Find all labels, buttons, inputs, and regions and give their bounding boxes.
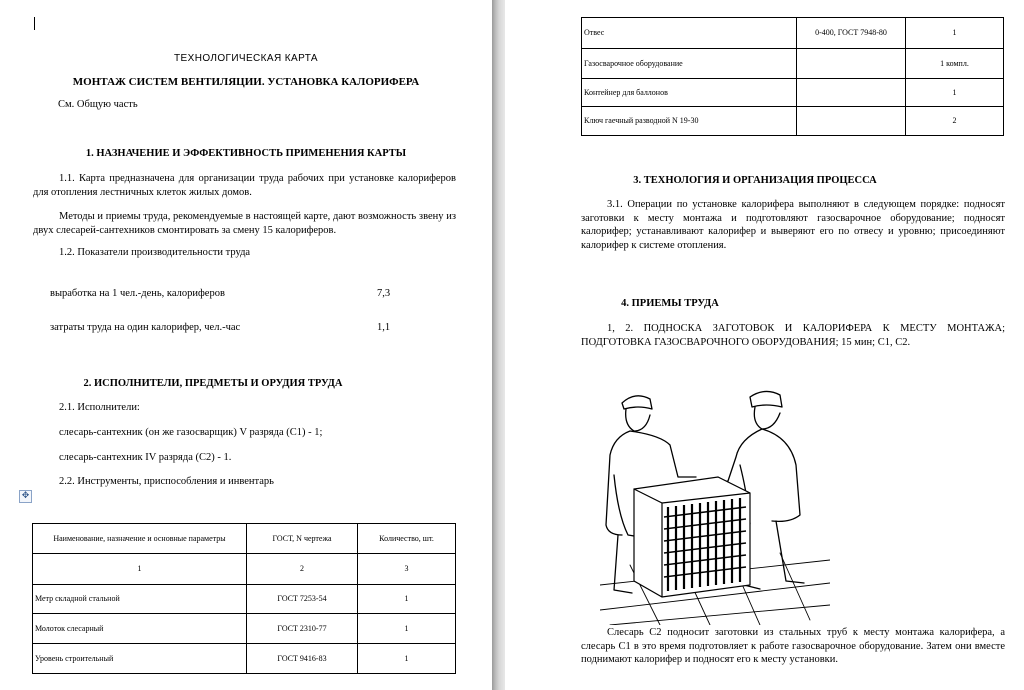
table-cell: 3 [358, 554, 456, 585]
section-4-heading: 4. ПРИЕМЫ ТРУДА [621, 298, 719, 309]
table-cell: 2 [247, 554, 358, 585]
paragraph-2-2: 2.2. Инструменты, приспособления и инвентарь [59, 476, 274, 487]
table-cell: Контейнер для баллонов [582, 79, 797, 107]
table-row [582, 49, 1004, 79]
table-cell [797, 107, 906, 136]
table-row [33, 614, 456, 644]
document-page-left [0, 0, 492, 690]
table-header-cell: Наименование, назначение и основные параметры [33, 524, 247, 554]
metric-labor-value: 1,1 [377, 322, 391, 333]
table-cell: 1 [358, 644, 456, 674]
section-1-heading: 1. НАЗНАЧЕНИЕ И ЭФФЕКТИВНОСТЬ ПРИМЕНЕНИЯ КАРТЫ [85, 148, 407, 159]
table-cell: Газосварочное оборудование [582, 49, 797, 79]
table-numbering-row [33, 554, 456, 585]
paragraph-1-1: 1.1. Карта предназначена для организации труда рабочих при установке калориферов для отопления лестничных клеток жилых домов. [33, 173, 456, 198]
metric-output-label: выработка на 1 чел.-день, калориферов [50, 288, 225, 299]
tools-table-continued [581, 17, 1004, 136]
paragraph-methods: Методы и приемы труда, рекомендуемые в настоящей карте, дают возможность звену из двух слесарей-сантехников смонтировать за смену 15 калориферов. [33, 211, 456, 236]
table-row [33, 644, 456, 674]
document-title: МОНТАЖ СИСТЕМ ВЕНТИЛЯЦИИ. УСТАНОВКА КАЛОРИФЕРА [72, 76, 420, 88]
table-row [582, 18, 1004, 49]
text-cursor [34, 17, 35, 30]
paragraph-2-1: 2.1. Исполнители: [59, 402, 140, 413]
table-row [582, 79, 1004, 107]
paragraph-1-2: 1.2. Показатели производительности труда [59, 247, 251, 258]
metric-labor-label: затраты труда на один калорифер, чел.-час [50, 322, 241, 333]
table-cell: Уровень строительный [33, 644, 247, 674]
metric-output-value: 7,3 [377, 288, 391, 299]
table-cell: ГОСТ 9416-83 [247, 644, 358, 674]
table-row [582, 107, 1004, 136]
page-gutter [492, 0, 505, 690]
four-arrows-move-icon[interactable]: ✥ [19, 490, 32, 503]
workers-carrying-heater-illustration [600, 385, 830, 625]
card-header: ТЕХНОЛОГИЧЕСКАЯ КАРТА [174, 53, 318, 64]
table-header-cell: ГОСТ, N чертежа [247, 524, 358, 554]
table-cell: 1 [906, 79, 1004, 107]
table-cell: ГОСТ 7253-54 [247, 585, 358, 614]
see-general-link[interactable]: См. Общую часть [58, 99, 138, 110]
performer-2: слесарь-сантехник IV разряда (С2) - 1. [59, 452, 232, 463]
table-cell: 1 компл. [906, 49, 1004, 79]
table-header-row [33, 524, 456, 554]
table-header-cell: Количество, шт. [358, 524, 456, 554]
table-cell: Отвес [582, 18, 797, 49]
table-cell: 1 [33, 554, 247, 585]
paragraph-4-1: 1, 2. ПОДНОСКА ЗАГОТОВОК И КАЛОРИФЕРА К МЕСТУ МОНТАЖА; ПОДГОТОВКА ГАЗОСВАРОЧНОГО ОБОРУДОВАНИЯ; 15 мин; С1, С2. [581, 323, 1005, 348]
table-cell: ГОСТ 2310-77 [247, 614, 358, 644]
table-cell: Ключ гаечный разводной N 19-30 [582, 107, 797, 136]
table-row [33, 585, 456, 614]
performer-1: слесарь-сантехник (он же газосварщик) V разряда (С1) - 1; [59, 427, 323, 438]
table-cell: 1 [906, 18, 1004, 49]
table-cell: Метр складной стальной [33, 585, 247, 614]
table-cell [797, 49, 906, 79]
table-cell: Молоток слесарный [33, 614, 247, 644]
table-cell [797, 79, 906, 107]
section-3-heading: 3. ТЕХНОЛОГИЯ И ОРГАНИЗАЦИЯ ПРОЦЕССА [633, 175, 877, 186]
section-2-heading: 2. ИСПОЛНИТЕЛИ, ПРЕДМЕТЫ И ОРУДИЯ ТРУДА [83, 378, 343, 389]
paragraph-3-1: 3.1. Операции по установке калорифера выполняют в следующем порядке: подносят заготовки к месту монтажа и подготовляют газосварочное оборудование; подносят калорифер; устанавливают калорифер и выверяют его по отвесу и уровню; присоединяют калорифер к системе отопления. [581, 199, 1005, 251]
table-cell: 2 [906, 107, 1004, 136]
table-cell: 1 [358, 585, 456, 614]
illustration-caption: Слесарь С2 подносит заготовки из стальных труб к месту монтажа калорифера, а слесарь С1 в это время подготовляет к работе газосварочное оборудование. Затем они вместе поднимают калорифер и подносят его к месту установки. [581, 627, 1005, 665]
table-cell: 0-400, ГОСТ 7948-80 [797, 18, 906, 49]
table-cell: 1 [358, 614, 456, 644]
tools-table [32, 523, 456, 674]
